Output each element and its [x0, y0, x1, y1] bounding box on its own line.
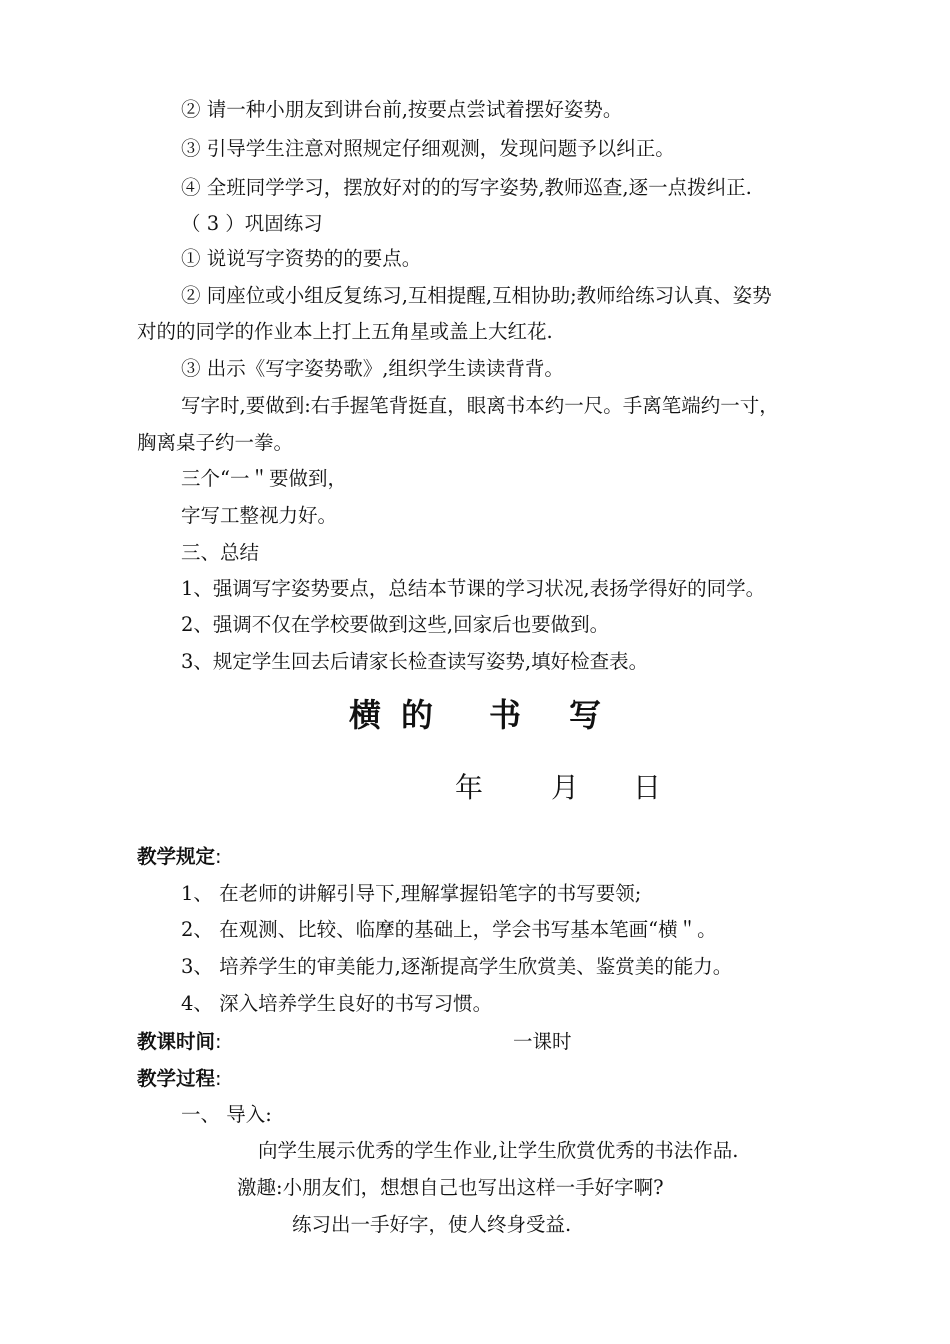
poem-line: 三个“一＂要做到，	[181, 467, 347, 490]
poem-line: 字写工整视力好。	[181, 504, 338, 527]
paragraph: ② 请一种小朋友到讲台前,按要点尝试着摆好姿势。	[181, 98, 623, 121]
time-heading: 教课时间:	[137, 1030, 222, 1053]
title-char: 横	[348, 696, 381, 734]
time-value: 一课时	[513, 1030, 572, 1053]
paragraph: 2、强调不仅在学校要做到这些,回家后也要做到。	[181, 613, 610, 636]
paragraph: ② 同座位或小组反复练习,互相提醒,互相协助;教师给练习认真、姿势	[181, 284, 772, 307]
section-heading: （ 3 ）巩固练习	[181, 212, 323, 235]
date-month: 月	[551, 771, 580, 804]
paragraph: 激趣:小朋友们，想想自己也写出这样一手好字啊?	[237, 1176, 664, 1199]
process-heading: 教学过程:	[137, 1067, 222, 1090]
date-day: 日	[633, 771, 662, 804]
requirement-item: 1、 在老师的讲解引导下,理解掌握铅笔字的书写要领;	[181, 882, 642, 905]
paragraph: 练习出一手好字，使人终身受益.	[292, 1213, 572, 1236]
lesson-title	[0, 690, 950, 736]
paragraph: ③ 引导学生注意对照规定仔细观测，发现问题予以纠正。	[181, 137, 675, 160]
paragraph: 1、强调写字姿势要点，总结本节课的学习状况,表扬学得好的同学。	[181, 577, 766, 600]
paragraph: 写字时,要做到:右手握笔背挺直，眼离书本约一尺。手离笔端约一寸，	[181, 394, 779, 417]
title-char: 书	[489, 696, 522, 734]
requirement-item: 3、 培养学生的审美能力,逐渐提高学生欣赏美、鉴赏美的能力。	[181, 955, 733, 978]
paragraph: ③ 出示《写字姿势歌》,组织学生读读背背。	[181, 357, 564, 380]
paragraph: 胸离桌子约一拳。	[137, 431, 294, 454]
paragraph: ① 说说写字资势的的要点。	[181, 247, 422, 270]
section-heading: 三、总结	[181, 541, 260, 564]
paragraph: 向学生展示优秀的学生作业,让学生欣赏优秀的书法作品.	[258, 1139, 739, 1162]
paragraph: ④ 全班同学学习，摆放好对的的写字姿势,教师巡查,逐一点拨纠正.	[181, 176, 752, 199]
paragraph: 对的的同学的作业本上打上五角星或盖上大红花.	[137, 320, 553, 343]
paragraph: 3、规定学生回去后请家长检查读写姿势,填好检查表。	[181, 650, 649, 673]
title-char: 写	[569, 696, 602, 734]
title-char: 的	[400, 696, 433, 734]
requirement-item: 2、 在观测、比较、临摩的基础上，学会书写基本笔画“横＂。	[181, 918, 717, 941]
requirements-heading: 教学规定:	[137, 845, 222, 868]
requirement-item: 4、 深入培养学生良好的书写习惯。	[181, 992, 493, 1015]
process-step: 一、 导入:	[181, 1103, 272, 1126]
date-year: 年	[455, 771, 484, 804]
